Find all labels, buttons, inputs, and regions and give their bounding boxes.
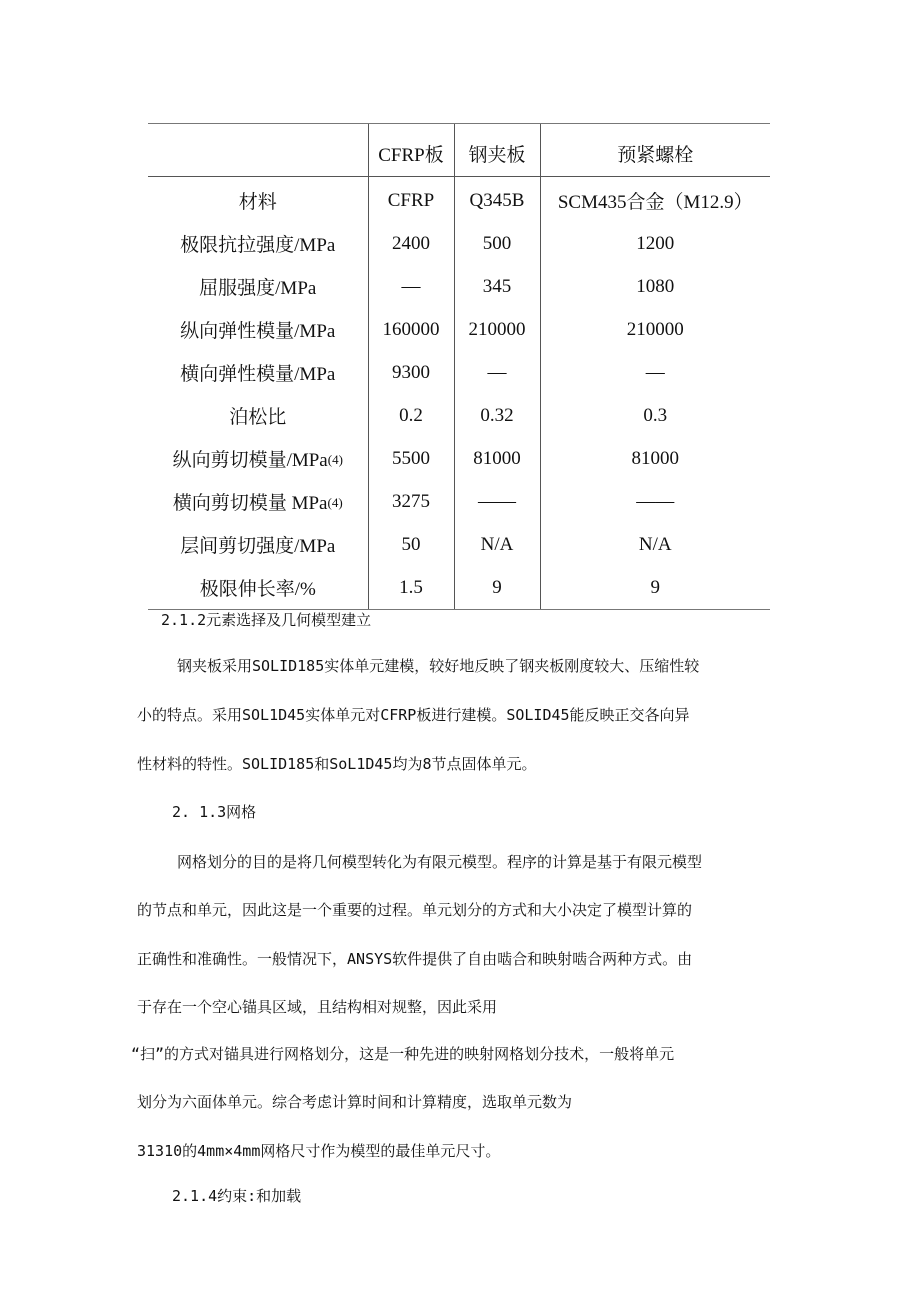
cell-cfrp: 160000 [368, 308, 454, 351]
row-label: 极限伸长率/% [199, 579, 316, 600]
cell-cfrp: 50 [368, 523, 454, 566]
cell-bolt: 1200 [540, 222, 770, 265]
paragraph-2-line-2: 的节点和单元，因此这是一个重要的过程。单元划分的方式和大小决定了模型计算的 [137, 901, 693, 919]
table-row [148, 308, 770, 351]
cell-bolt: —— [540, 480, 770, 523]
cell-steel: Q345B [454, 177, 540, 223]
header-empty [148, 124, 368, 177]
row-label: 纵向剪切模量/MPa [172, 450, 328, 471]
row-label: 横向弹性模量/MPa [180, 364, 336, 385]
header-bolt: 预紧螺栓 [540, 124, 770, 177]
cell-bolt: — [540, 351, 770, 394]
cell-cfrp: CFRP [368, 177, 454, 223]
cell-bolt: SCM435合金（M12.9） [540, 177, 770, 223]
paragraph-2-line-3: 正确性和准确性。一般情况下，ANSYS软件提供了自由啮合和映射啮合两种方式。由 [137, 950, 693, 968]
cell-steel: 345 [454, 265, 540, 308]
cell-cfrp: — [368, 265, 454, 308]
table-row [148, 480, 770, 523]
table-row [148, 394, 770, 437]
header-cfrp: CFRP板 [368, 124, 454, 177]
paragraph-2-line-5: “扫”的方式对锚具进行网格划分，这是一种先进的映射网格划分技术，一般将单元 [131, 1045, 675, 1063]
cell-bolt: N/A [540, 523, 770, 566]
cell-bolt: 9 [540, 566, 770, 609]
section-heading-2-1-4: 2.1.4约束:和加载 [172, 1187, 302, 1205]
cell-bolt: 0.3 [540, 394, 770, 437]
table-row [148, 265, 770, 308]
cell-cfrp: 2400 [368, 222, 454, 265]
table-row [148, 437, 770, 480]
row-label: 横向剪切模量 MPa [172, 493, 328, 514]
paragraph-2-line-6: 划分为六面体单元。综合考虑计算时间和计算精度，选取单元数为 [137, 1093, 573, 1111]
section-heading-2-1-3: 2. 1.3网格 [172, 803, 257, 821]
row-label-superscript: (4) [327, 452, 343, 467]
cell-steel: 0.32 [454, 394, 540, 437]
row-label: 屈服强度/MPa [199, 278, 317, 299]
row-label: 泊松比 [229, 407, 287, 428]
paragraph-1-line-2: 小的特点。采用SOL1D45实体单元对CFRP板进行建模。SOLID45能反映正交各向异 [137, 706, 690, 724]
row-label-cell [148, 480, 368, 523]
header-steel: 钢夹板 [454, 124, 540, 177]
paragraph-1-line-1: 钢夹板采用SOLID185实体单元建模，较好地反映了钢夹板刚度较大、压缩性较 [177, 657, 700, 675]
cell-cfrp: 5500 [368, 437, 454, 480]
cell-cfrp: 0.2 [368, 394, 454, 437]
paragraph-2-line-7: 31310的4mm×4mm网格尺寸作为模型的最佳单元尺寸。 [137, 1142, 501, 1160]
paragraph-2-line-1: 网格划分的目的是将几何模型转化为有限元模型。程序的计算是基于有限元模型 [177, 853, 703, 871]
table-row [148, 177, 770, 223]
row-label: 极限抗拉强度/MPa [180, 235, 336, 256]
section-heading-2-1-2: 2.1.2元素选择及几何模型建立 [161, 611, 372, 629]
paragraph-1-line-3: 性材料的特性。SOLID185和SoL1D45均为8节点固体单元。 [137, 755, 537, 773]
material-properties-table [148, 124, 770, 609]
cell-steel: 210000 [454, 308, 540, 351]
cell-steel: 81000 [454, 437, 540, 480]
table-row [148, 351, 770, 394]
table-header-row [148, 124, 770, 177]
row-label-superscript: (4) [327, 495, 343, 510]
cell-steel: 500 [454, 222, 540, 265]
row-label: 材料 [238, 192, 277, 213]
cell-cfrp: 3275 [368, 480, 454, 523]
row-label: 层间剪切强度/MPa [180, 536, 336, 557]
row-label: 纵向弹性模量/MPa [180, 321, 336, 342]
row-label-cell [148, 437, 368, 480]
table-row [148, 523, 770, 566]
cell-bolt: 81000 [540, 437, 770, 480]
cell-bolt: 1080 [540, 265, 770, 308]
material-properties-table-wrap [148, 123, 770, 610]
table-row [148, 222, 770, 265]
cell-steel: —— [454, 480, 540, 523]
cell-cfrp: 1.5 [368, 566, 454, 609]
cell-steel: N/A [454, 523, 540, 566]
cell-cfrp: 9300 [368, 351, 454, 394]
paragraph-2-line-4: 于存在一个空心锚具区域，且结构相对规整，因此采用 [137, 998, 498, 1016]
table-row [148, 566, 770, 609]
cell-bolt: 210000 [540, 308, 770, 351]
cell-steel: — [454, 351, 540, 394]
cell-steel: 9 [454, 566, 540, 609]
